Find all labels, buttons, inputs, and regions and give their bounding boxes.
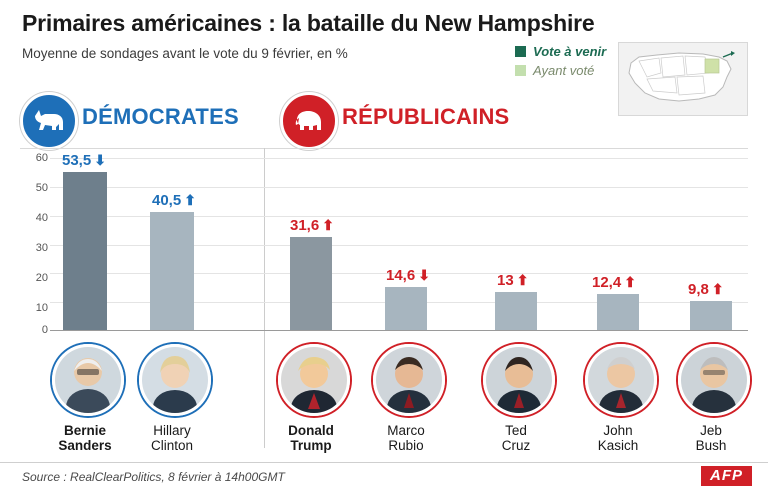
value-label-john-kasich: 12,4 ⬆ <box>592 274 636 291</box>
party-name-democrats: DÉMOCRATES <box>82 104 239 129</box>
bar-donald-trump <box>290 237 332 330</box>
source-note: Source : RealClearPolitics, 8 février à 14h00GMT <box>22 470 285 484</box>
value-label-hillary-clinton: 40,5 ⬆ <box>152 192 196 209</box>
candidate-name: Jeb Bush <box>695 423 727 453</box>
page-title: Primaires américaines : la bataille du New Hampshire <box>22 10 595 36</box>
avatar <box>678 344 750 416</box>
candidate-name: Ted Cruz <box>501 423 531 453</box>
page-subtitle: Moyenne de sondages avant le vote du 9 février, en % <box>22 46 348 61</box>
candidate-name: Marco Rubio <box>387 423 425 453</box>
avatar <box>139 344 211 416</box>
value-label-jeb-bush: 9,8 ⬆ <box>688 281 724 298</box>
bar-john-kasich <box>597 294 639 330</box>
avatar <box>585 344 657 416</box>
candidate-name: Hillary Clinton <box>150 423 194 453</box>
legend-label-light: Ayant voté <box>533 63 595 78</box>
value-label-bernie-sanders: 53,5 ⬇ <box>62 152 106 169</box>
avatar <box>483 344 555 416</box>
candidate-marco-rubio[interactable] <box>373 344 439 453</box>
value-label-donald-trump: 31,6 ⬆ <box>290 217 334 234</box>
y-tick-0: 0 <box>41 324 48 336</box>
y-tick-50: 50 <box>35 182 48 194</box>
candidate-name: John Kasich <box>597 423 639 453</box>
y-tick-30: 30 <box>35 242 48 254</box>
avatar <box>278 344 350 416</box>
avatar <box>373 344 445 416</box>
value-label-ted-cruz: 13 ⬆ <box>497 272 529 289</box>
candidate-jeb-bush[interactable] <box>678 344 744 453</box>
bar-marco-rubio <box>385 287 427 330</box>
legend-label-dark: Vote à venir <box>533 44 607 59</box>
bar-jeb-bush <box>690 301 732 330</box>
bar-bernie-sanders <box>63 172 107 330</box>
candidate-bernie-sanders[interactable] <box>52 344 118 453</box>
candidate-donald-trump[interactable] <box>278 344 344 453</box>
y-tick-20: 20 <box>35 272 48 284</box>
candidate-hillary-clinton[interactable] <box>139 344 205 453</box>
y-tick-40: 40 <box>35 212 48 224</box>
y-tick-10: 10 <box>35 302 48 314</box>
y-tick-60: 60 <box>35 152 48 164</box>
party-name-republicans: RÉPUBLICAINS <box>342 104 510 129</box>
value-label-marco-rubio: 14,6 ⬇ <box>386 267 430 284</box>
candidate-ted-cruz[interactable] <box>483 344 549 453</box>
candidate-john-kasich[interactable] <box>585 344 651 453</box>
candidate-name: Bernie Sanders <box>58 423 112 453</box>
candidate-name: Donald Trump <box>288 423 334 453</box>
divider-footer <box>0 462 768 463</box>
bar-ted-cruz <box>495 292 537 330</box>
bar-hillary-clinton <box>150 212 194 330</box>
avatar <box>52 344 124 416</box>
afp-logo: AFP <box>701 466 752 486</box>
